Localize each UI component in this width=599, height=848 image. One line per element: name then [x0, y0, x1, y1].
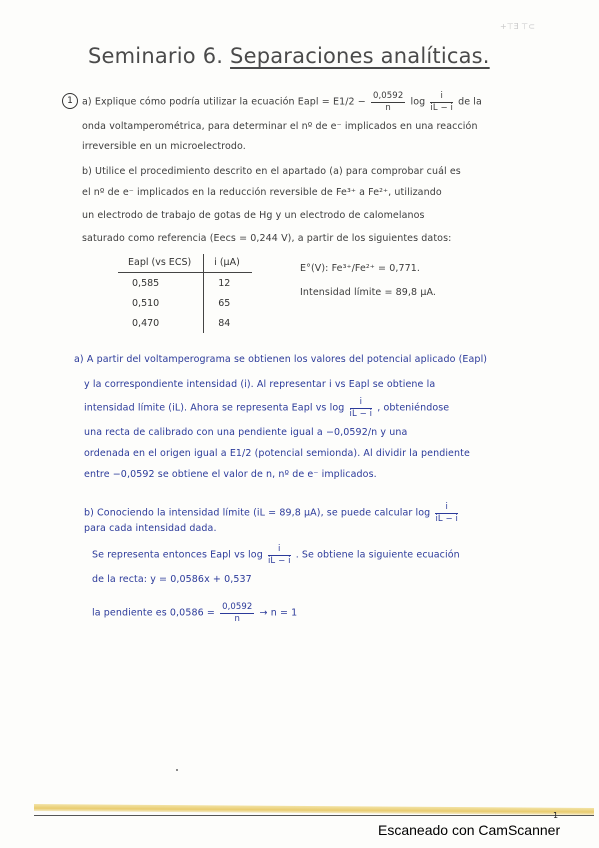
question-b-line-1: b) Utilice el procedimiento descrito en el apartado (a) para comprobar cuál es: [82, 166, 461, 177]
answer-b-line-1: [84, 503, 460, 523]
fraction-denominator: iL − i: [430, 102, 453, 113]
fraction-denominator: iL − i: [349, 408, 373, 419]
fraction-0592-n: [371, 92, 405, 112]
stray-mark: [176, 769, 178, 771]
log-label: log: [410, 96, 426, 108]
answer-a-line-6: entre −0,0592 se obtiene el valor de n, nº de e⁻ implicados.: [84, 469, 377, 480]
answer-a-text-end: , obteniéndose: [377, 402, 450, 414]
fraction-i-over-il: [430, 92, 453, 112]
question-a-line-2: onda voltamperométrica, para determinar el nº de e⁻ implicados en una reacción: [82, 121, 478, 132]
title-subject: Separaciones analíticas.: [230, 44, 490, 68]
table-cell: 12: [218, 278, 231, 289]
question-b-line-4: saturado como referencia (Eecs = 0,244 V), a partir de los siguientes datos:: [82, 233, 452, 244]
answer-b-text: Se representa entonces Eapl vs log: [92, 549, 263, 561]
fraction-denominator: iL − i: [267, 555, 291, 566]
fraction-numerator: i: [350, 398, 373, 409]
answer-b-text: la pendiente es 0,0586 =: [92, 607, 215, 619]
fraction-numerator: 0,0592: [222, 602, 253, 612]
table-cell: 0,585: [118, 273, 204, 294]
column-header: i (μA): [204, 254, 252, 273]
question-a-line-3: irreversible en un microelectrodo.: [82, 141, 246, 152]
table-header-row: [118, 254, 252, 273]
table-row: [118, 313, 252, 333]
fraction-denominator: n: [234, 613, 240, 624]
answer-b-line-4: de la recta: y = 0,0586x + 0,537: [92, 574, 252, 585]
answer-a-line-3: [84, 398, 449, 418]
question-b-line-2: el nº de e⁻ implicados en la reducción reversible de Fe³⁺ a Fe²⁺, utilizando: [82, 187, 442, 198]
question-a-line-1: [82, 92, 482, 112]
answer-b-line-2: para cada intensidad dada.: [84, 523, 217, 534]
answer-b-line-3: [92, 545, 460, 565]
table-cell: 65: [218, 298, 231, 309]
page-number: 1: [553, 811, 559, 820]
answer-a-text: intensidad límite (iL). Ahora se representa Eapl vs log: [84, 402, 345, 414]
answer-b-line-5: [92, 603, 297, 623]
notebook-edge: [34, 804, 594, 815]
fraction-i-over-il: [350, 398, 373, 418]
fraction-numerator: i: [430, 92, 453, 103]
title-prefix: Seminario 6.: [88, 44, 224, 68]
notebook-edge-line: [34, 815, 594, 816]
question-a-text-end: de la: [458, 96, 482, 108]
table-cell: 84: [218, 318, 231, 329]
fraction-numerator: 0,0592: [372, 91, 404, 101]
column-header: Eapl (vs ECS): [118, 254, 204, 273]
answer-a-line-2: y la correspondiente intensidad (i). Al representar i vs Eapl se obtiene la: [84, 379, 436, 390]
answer-b-result: → n = 1: [259, 607, 298, 619]
fraction-0592-n: [220, 603, 254, 623]
table-cell: 0,510: [118, 293, 204, 313]
table-cell: 0,470: [118, 313, 204, 333]
scanner-watermark: Escaneado con CamScanner: [378, 822, 561, 838]
answer-a-line-5: ordenada en el origen igual a E1/2 (potencial semionda). Al dividir la pendiente: [84, 448, 470, 459]
question-a-text: a) Explique cómo podría utilizar la ecuación Eapl = E1/2 −: [82, 96, 366, 108]
fraction-denominator: n: [385, 102, 391, 113]
given-standard-potential: E°(V): Fe³⁺/Fe²⁺ = 0,771.: [300, 263, 421, 274]
given-limit-current: Intensidad límite = 89,8 μA.: [300, 287, 437, 298]
fraction-denominator: iL − i: [435, 513, 459, 524]
table-row: [118, 293, 252, 313]
question-number-badge: 1: [62, 93, 78, 109]
answer-a-line-1: a) A partir del voltamperograma se obtienen los valores del potencial aplicado (Eapl): [74, 354, 488, 365]
table-row: [118, 273, 252, 294]
page-title: [88, 44, 490, 68]
corner-mark: +⊤Ǝ ⊤⊂: [500, 22, 535, 31]
answer-b-text-end: . Se obtiene la siguiente ecuación: [295, 549, 460, 561]
fraction-i-over-il: [435, 503, 458, 523]
answer-b-text: b) Conociendo la intensidad límite (iL = 89,8 μA), se puede calcular log: [84, 507, 431, 519]
question-b-line-3: un electrodo de trabajo de gotas de Hg y un electrodo de calomelanos: [82, 210, 425, 221]
answer-a-line-4: una recta de calibrado con una pendiente igual a −0,0592/n y una: [84, 427, 408, 438]
fraction-numerator: i: [268, 545, 291, 556]
fraction-i-over-il: [268, 545, 291, 565]
fraction-numerator: i: [435, 503, 458, 514]
data-table: [118, 254, 252, 333]
